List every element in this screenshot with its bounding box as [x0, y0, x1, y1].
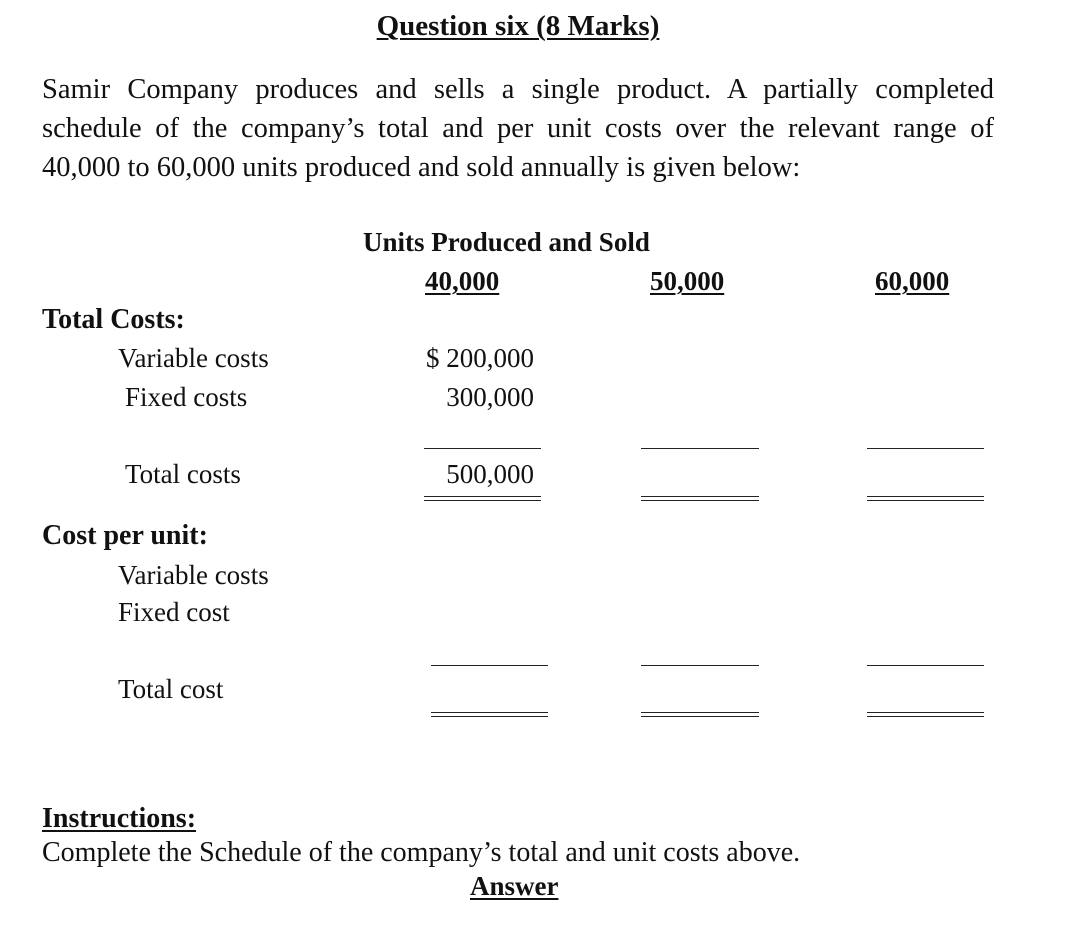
- total-costs-40000: 500,000: [446, 459, 534, 489]
- total-variable-costs-label: Variable costs: [118, 343, 269, 373]
- variable-costs-40000: $ 200,000: [426, 343, 534, 373]
- question-title: Question six (8 Marks): [376, 10, 660, 42]
- intro-line: schedule of the company’s total and per unit costs over the relevant range of: [42, 113, 994, 144]
- unit-variable-costs-label: Variable costs: [118, 560, 269, 590]
- answer-label: Answer: [470, 871, 559, 901]
- cost-per-unit-heading: Cost per unit:: [42, 520, 208, 551]
- units-heading: Units Produced and Sold: [363, 227, 650, 257]
- single-underline: [867, 665, 984, 666]
- double-underline: [641, 496, 759, 501]
- column-header-50000: 50,000: [650, 266, 725, 296]
- double-underline: [424, 496, 541, 501]
- unit-total-cost-label: Total cost: [118, 674, 224, 704]
- single-underline: [867, 448, 984, 449]
- double-underline: [867, 712, 984, 717]
- single-underline: [424, 448, 541, 449]
- total-fixed-costs-label: Fixed costs: [125, 382, 248, 412]
- single-underline: [641, 665, 759, 666]
- instructions-heading: Instructions:: [42, 803, 197, 834]
- column-header-60000: 60,000: [875, 266, 950, 296]
- total-costs-heading: Total Costs:: [42, 304, 185, 335]
- double-underline: [867, 496, 984, 501]
- single-underline: [431, 665, 548, 666]
- double-underline: [641, 712, 759, 717]
- total-costs-label: Total costs: [125, 459, 241, 489]
- intro-line: 40,000 to 60,000 units produced and sold annually is given below:: [42, 152, 801, 183]
- double-underline: [431, 712, 548, 717]
- unit-fixed-cost-label: Fixed cost: [118, 597, 230, 627]
- intro-paragraph: [42, 70, 994, 187]
- intro-line: Samir Company produces and sells a single product. A partially completed: [42, 74, 994, 105]
- instructions-text: Complete the Schedule of the company’s total and unit costs above.: [42, 837, 801, 868]
- column-header-40000: 40,000: [425, 266, 500, 296]
- single-underline: [641, 448, 759, 449]
- fixed-costs-40000: 300,000: [446, 382, 534, 412]
